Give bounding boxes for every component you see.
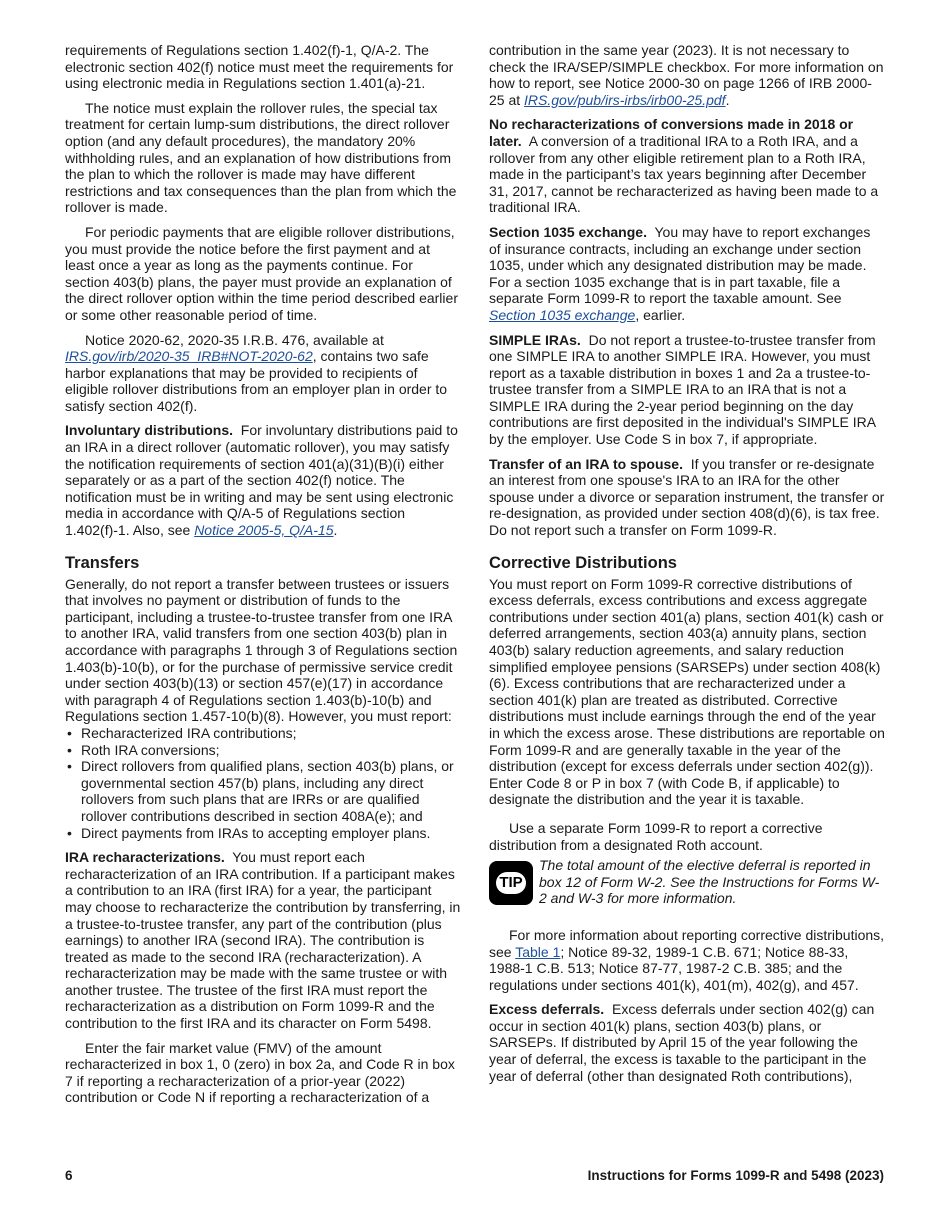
- ira-recharacterizations-text: You must report each recharacterization of an IRA contribution. If a participant makes a contribution to an IRA (first IRA) for a year, the participant may choose to recharacterize the contribution by transferring, in a trustee-to-trustee transfer, any part of the contribution (plus earnings) to another IRA (second IRA). The contribution is treated as made to the second IRA (recharacterization). A recharacterization may be made with the same trustee or with another trustee. The trustee of the first IRA must report the recharacterization as a distribution on Form 1099-R and the contribution to the first IRA and its character on Form 5498.: [65, 849, 461, 1032]
- more-info-text-cont: ; Notice 89-32, 1989-1 C.B. 671; Notice 88-33, 1988-1 C.B. 513; Notice 87-77, 1987-2 C.B. 385; and the regulations under sections 401(k), 401(m), 402(g), and 457.: [489, 943, 859, 993]
- paragraph-corrective-distributions: You must report on Form 1099-R corrective distributions of excess deferrals, excess contributions and excess aggregate contributions under section 401(a) plans, section 401(k) cash or deferred arrangements, section 403(a) annuity plans, section 403(b) salary reduction agreements, and salary reduction simplified employee pensions (SARSEPs) under section 408(k)(6). Excess contributions that are recharacterized under a section 401(k) plan are treated as distributed. Corrective distributions must include earnings through the end of the year in which the excess arose. These distributions are reportable on Form 1099-R and are generally taxable in the year of the distribution (except for excess deferrals under section 402(g)). Enter Code 8 or P in box 7 (with Code B, if applicable) to designate the distribution and the year it is taxable.: [489, 575, 885, 808]
- section-1035-exchange-link[interactable]: Section 1035 exchange: [489, 306, 636, 323]
- paragraph-excess-deferrals: [489, 1001, 885, 1084]
- section-1035-text: You may have to report exchanges of insurance contracts, including an exchange under section 1035, under which any designated distribution may be made. For a section 1035 exchange that is in part taxable, file a separate Form 1099-R to report the taxable amount. See: [489, 223, 871, 307]
- list-item: • Roth IRA conversions;: [65, 742, 461, 759]
- paragraph-involuntary-distributions: [65, 422, 461, 538]
- irb00-25-link[interactable]: IRS.gov/pub/irs-irbs/irb00-25.pdf: [524, 91, 726, 108]
- tip-text: The total amount of the elective deferral is reported in box 12 of Form W-2. See the Instructions for Forms W-2 and W-3 for more information.: [539, 857, 880, 907]
- paragraph-ira-to-spouse: [489, 456, 885, 539]
- excess-deferrals-text: Excess deferrals under section 402(g) can occur in section 401(k) plans, section 403(b) plans, or SARSEPs. If distributed by April 15 of the year following the year of deferral, the excess is taxable to the participant in the year of deferral (other than designated Roth contributions),: [489, 1001, 875, 1084]
- page-number: 6: [65, 1168, 73, 1183]
- paragraph-simple-iras: [489, 332, 885, 448]
- simple-iras-heading: SIMPLE IRAs.: [489, 331, 581, 348]
- ira-to-spouse-heading: Transfer of an IRA to spouse.: [489, 455, 683, 472]
- list-item: • Recharacterized IRA contributions;: [65, 725, 461, 742]
- ira-to-spouse-text: If you transfer or re-designate an interest from one spouse's IRA to an IRA for the other spouse under a divorce or separation instrument, the transfer or re-designation, as provided under section 408(d)(6), is tax free. Do not report such a transfer on Form 1099-R.: [489, 455, 885, 539]
- notice-2005-5-link[interactable]: Notice 2005-5, Q/A-15: [194, 522, 334, 539]
- table-1-link[interactable]: Table 1: [515, 943, 561, 960]
- paragraph-designated-roth: Use a separate Form 1099-R to report a corrective distribution from a designated Roth account.: [489, 819, 823, 853]
- notice-2020-62-text: Notice 2020-62, 2020-35 I.R.B. 476, available at: [85, 331, 384, 348]
- left-column: [65, 42, 461, 1114]
- transfers-heading: Transfers: [65, 553, 140, 572]
- tip-label: TIP: [496, 872, 525, 894]
- irb-2020-35-link[interactable]: IRS.gov/irb/2020-35_IRB#NOT-2020-62: [65, 348, 313, 365]
- period: .: [725, 91, 730, 108]
- tip-box: [489, 857, 885, 907]
- document-title: Instructions for Forms 1099-R and 5498 (2023): [587, 1168, 884, 1183]
- paragraph-ira-recharacterizations: [65, 849, 461, 1032]
- paragraph-402f-requirements: requirements of Regulations section 1.402(f)-1, Q/A-2. The electronic section 402(f) notice must meet the requirements for using electronic media in Regulations section 1.401(a)-21.: [65, 42, 454, 92]
- simple-iras-text: Do not report a trustee-to-trustee transfer from one SIMPLE IRA to another SIMPLE IRA. However, you must report as a taxable distribution in boxes 1 and 2a a trustee-to-trustee transfer from a SIMPLE IRA to an IRA that is not a SIMPLE IRA during the 2-year period beginning on the day contributions are first deposited in the individual's SIMPLE IRA by the employer. Use Code S in box 7, if appropriate.: [489, 331, 876, 448]
- paragraph-more-information: [489, 927, 885, 993]
- section-1035-heading: Section 1035 exchange.: [489, 223, 647, 240]
- corrective-distributions-heading: Corrective Distributions: [489, 553, 677, 572]
- right-column: [489, 42, 885, 1092]
- must-report-list: [65, 725, 461, 841]
- paragraph-periodic-payments: For periodic payments that are eligible rollover distributions, you must provide the notice before the first payment and at least once a year as long as the payments continue. For section 403(b) plans, the payer must provide an explanation of the direct rollover option within the time period described earlier or some other reasonable period of time.: [65, 223, 458, 323]
- tip-icon: [489, 861, 533, 905]
- paragraph-notice-explanation: The notice must explain the rollover rules, the special tax treatment for certain lump-sum distributions, the direct rollover option (and any default procedures), the mandatory 20% withholding rules, and an explanation of how distributions from the plan to which the rollover is made may have different restrictions and tax consequences than the plan from which the rollover is made.: [65, 99, 457, 216]
- more-info-text: For more information about reporting corrective distributions, see: [489, 926, 885, 960]
- paragraph-fmv: Enter the fair market value (FMV) of the amount recharacterized in box 1, 0 (zero) in box 2a, and Code R in box 7 if reporting a recharacterization of a prior-year (2022) contribution or Code N if reporting a recharacterization of a: [65, 1039, 455, 1106]
- involuntary-distributions-text: For involuntary distributions paid to an IRA in a direct rollover (automatic rollover), you may satisfy the notification requirements of section 401(a)(31)(B)(i) either separately or as a part of the section 402(f) notice. The notification must be in writing and may be sent using electronic media in accordance with Q/A-5 of Regulations section 1.402(f)-1. Also, see: [65, 422, 458, 539]
- ira-recharacterizations-heading: IRA recharacterizations.: [65, 849, 225, 866]
- section-1035-text-end: , earlier.: [635, 306, 686, 323]
- period: .: [333, 522, 338, 539]
- paragraph-section-1035: [489, 224, 885, 324]
- paragraph-no-recharacterizations: [489, 116, 885, 216]
- excess-deferrals-heading: Excess deferrals.: [489, 1001, 605, 1018]
- same-year-text: contribution in the same year (2023). It is not necessary to check the IRA/SEP/SIMPLE checkbox. For more information on how to report, see Notice 2000-30 on page 1266 of IRB 2000-25 at: [489, 42, 884, 108]
- list-item: • Direct rollovers from qualified plans, section 403(b) plans, or governmental section 457(b) plans, including any direct rollovers from such plans that are IRRs or are qualified rollover contributions described in section 408A(e); and: [65, 758, 461, 824]
- no-recharacterizations-text: A conversion of a traditional IRA to a Roth IRA, and a rollover from any other eligible retirement plan to a Roth IRA, made in the participant’s tax years beginning after December 31, 2017, cannot be recharacterized as having been made to a traditional IRA.: [489, 132, 879, 216]
- no-recharacterizations-heading: No recharacterizations of conversions made in 2018 or later.: [489, 116, 854, 149]
- notice-2020-62-text-cont: , contains two safe harbor explanations that may be provided to recipients of eligible rollover distributions from an employer plan in order to satisfy section 402(f).: [65, 348, 448, 414]
- paragraph-same-year-contribution: [489, 42, 885, 108]
- involuntary-distributions-heading: Involuntary distributions.: [65, 422, 234, 439]
- paragraph-notice-2020-62: [65, 332, 461, 415]
- paragraph-transfers: Generally, do not report a transfer between trustees or issuers that involves no payment or distribution of funds to the participant, including a trustee-to-trustee transfer from one IRA to another IRA, valid transfers from one section 403(b) plan in accordance with paragraphs 1 through 3 of Regulations section 1.403(b)-10(b), or for the purchase of permissive service credit under section 403(b)(13) or section 457(e)(17) in accordance with paragraph 4 of Regulations section 1.403(b)-10(b) and Regulations section 1.457-10(b)(8). However, you must report:: [65, 575, 458, 725]
- list-item: • Direct payments from IRAs to accepting employer plans.: [65, 825, 461, 842]
